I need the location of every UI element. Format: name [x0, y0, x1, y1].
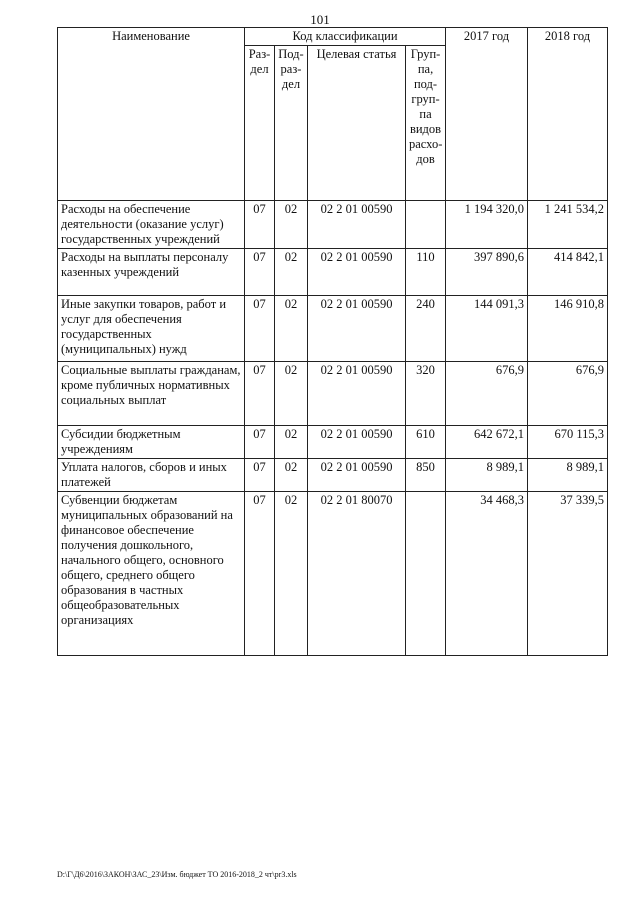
row-name: Социальные выплаты гражданам, кроме публичных нормативных социальных выплат	[58, 362, 245, 426]
row-section: 07	[245, 362, 275, 426]
row-section: 07	[245, 201, 275, 249]
row-2018: 1 241 534,2	[528, 201, 608, 249]
table-row	[58, 492, 608, 656]
table-row	[58, 296, 608, 362]
row-section: 07	[245, 459, 275, 492]
row-group: 610	[406, 426, 446, 459]
row-2017: 8 989,1	[446, 459, 528, 492]
row-name: Уплата налогов, сборов и иных платежей	[58, 459, 245, 492]
row-2017: 144 091,3	[446, 296, 528, 362]
row-target: 02 2 01 00590	[308, 459, 406, 492]
row-2017: 642 672,1	[446, 426, 528, 459]
row-subsection: 02	[275, 492, 308, 656]
row-2018: 676,9	[528, 362, 608, 426]
row-2018: 146 910,8	[528, 296, 608, 362]
row-target: 02 2 01 00590	[308, 249, 406, 296]
footer-file-path: D:\Г\Д6\2016\ЗАКОН\ЗАС_23\Изм. бюджет ТО 2016-2018_2 чт\pr3.xls	[57, 870, 297, 879]
row-group	[406, 492, 446, 656]
table-row	[58, 459, 608, 492]
row-subsection: 02	[275, 426, 308, 459]
row-group	[406, 201, 446, 249]
row-target: 02 2 01 00590	[308, 426, 406, 459]
row-target: 02 2 01 80070	[308, 492, 406, 656]
row-group: 110	[406, 249, 446, 296]
header-classification-code: Код классификации	[245, 28, 446, 46]
row-section: 07	[245, 296, 275, 362]
row-2017: 676,9	[446, 362, 528, 426]
row-subsection: 02	[275, 249, 308, 296]
row-subsection: 02	[275, 362, 308, 426]
row-group: 320	[406, 362, 446, 426]
row-target: 02 2 01 00590	[308, 362, 406, 426]
table-row	[58, 362, 608, 426]
row-section: 07	[245, 249, 275, 296]
header-name: Наименование	[58, 28, 245, 201]
row-name: Субвенции бюджетам муниципальных образований на финансовое обеспечение получения дошкольного, начального общего, основного общего, среднего общего образования в частных общеобразовательных организациях	[58, 492, 245, 656]
table-row	[58, 201, 608, 249]
row-name: Расходы на обеспечение деятельности (оказание услуг) государственных учреждений	[58, 201, 245, 249]
budget-table	[57, 27, 608, 656]
row-name: Расходы на выплаты персоналу казенных учреждений	[58, 249, 245, 296]
row-group: 240	[406, 296, 446, 362]
header-year-2018: 2018 год	[528, 28, 608, 201]
table-body	[58, 201, 608, 656]
row-2018: 37 339,5	[528, 492, 608, 656]
row-subsection: 02	[275, 459, 308, 492]
header-subsection: Под- раз- дел	[275, 46, 308, 201]
header-expense-group: Груп- па, под- груп- па видов расхо- дов	[406, 46, 446, 201]
row-2018: 414 842,1	[528, 249, 608, 296]
row-2017: 34 468,3	[446, 492, 528, 656]
row-target: 02 2 01 00590	[308, 296, 406, 362]
row-subsection: 02	[275, 296, 308, 362]
header-section: Раз- дел	[245, 46, 275, 201]
row-2018: 670 115,3	[528, 426, 608, 459]
row-name: Субсидии бюджетным учреждениям	[58, 426, 245, 459]
row-group: 850	[406, 459, 446, 492]
row-section: 07	[245, 426, 275, 459]
header-year-2017: 2017 год	[446, 28, 528, 201]
row-name: Иные закупки товаров, работ и услуг для обеспечения государственных (муниципальных) нужд	[58, 296, 245, 362]
table-row	[58, 249, 608, 296]
row-2017: 1 194 320,0	[446, 201, 528, 249]
header-row-top	[58, 28, 608, 46]
page-number: 101	[310, 12, 330, 27]
row-2018: 8 989,1	[528, 459, 608, 492]
row-2017: 397 890,6	[446, 249, 528, 296]
header-target-article: Целевая статья	[308, 46, 406, 201]
table-row	[58, 426, 608, 459]
row-section: 07	[245, 492, 275, 656]
row-target: 02 2 01 00590	[308, 201, 406, 249]
row-subsection: 02	[275, 201, 308, 249]
